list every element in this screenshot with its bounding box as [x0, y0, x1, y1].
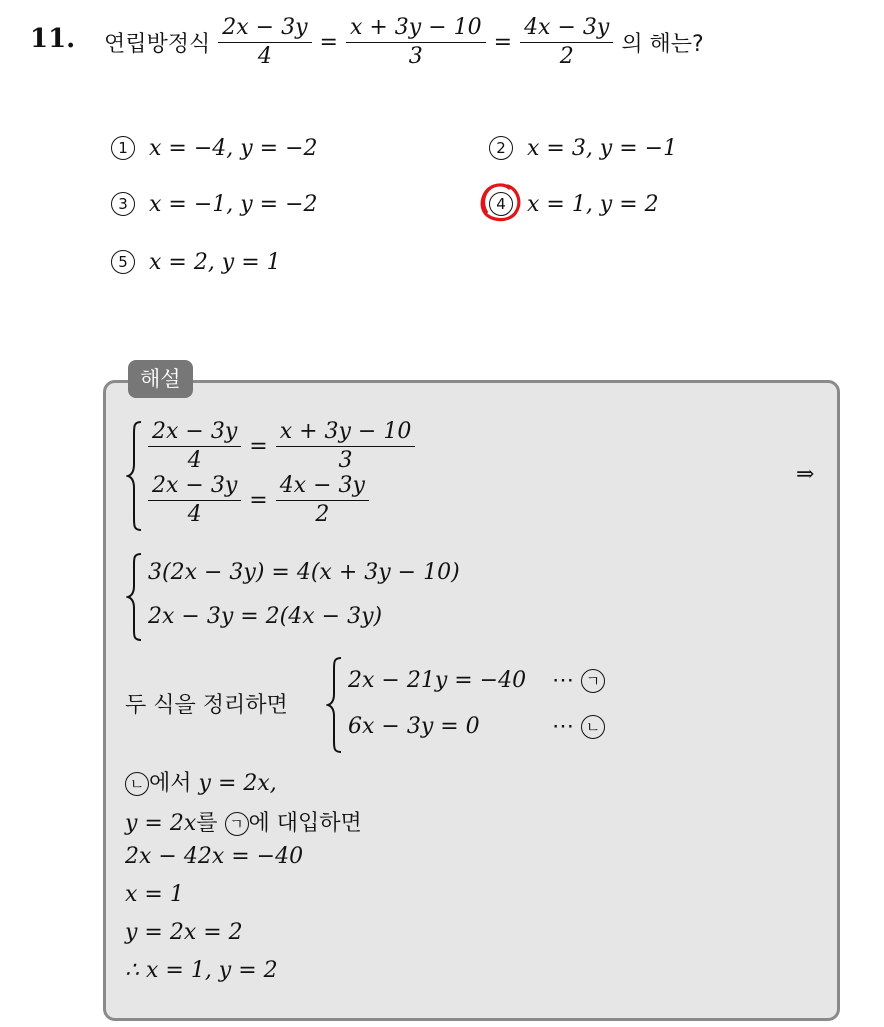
implies-arrow-icon: ⇒	[796, 462, 815, 487]
choice-number: 3	[111, 192, 135, 216]
fraction-3: $\frac{4x - 3y}{2}$	[520, 16, 613, 69]
left-brace-icon	[326, 656, 344, 754]
label-nieun-icon: ㄴ	[125, 772, 149, 796]
step-6: ∴ x = 1, y = 2	[125, 958, 278, 983]
step-1: ㄴ 에서 y = 2x,	[125, 766, 277, 797]
sys3-row1: 2x − 21y = −40	[348, 668, 527, 693]
label-giyeok-icon: ㄱ	[581, 669, 605, 693]
left-brace-icon	[126, 552, 144, 642]
left-brace-icon	[126, 420, 144, 532]
solution-tag: 해설	[128, 360, 193, 398]
step-4: x = 1	[125, 882, 184, 907]
choice-number: 2	[489, 136, 513, 160]
sys3-label: 두 식을 정리하면	[125, 693, 288, 718]
question-prefix: 연립방정식	[104, 32, 211, 58]
step-3: 2x − 42x = −40	[125, 844, 304, 869]
sys2-row2: 2x − 3y = 2(4x − 3y)	[148, 604, 383, 629]
sys1-row2: $\frac{2x - 3y}{4}$ = $\frac{4x - 3y}{2}$	[148, 474, 369, 527]
choice-4[interactable]: 4 x = 1, y = 2	[489, 192, 659, 217]
sys3-row2: 6x − 3y = 0	[348, 714, 480, 739]
choice-2[interactable]: 2 x = 3, y = −1	[489, 136, 677, 161]
fraction-2: $\frac{x + 3y - 10}{3}$	[346, 16, 486, 69]
choice-number: 4	[489, 192, 513, 216]
sys2-row1: 3(2x − 3y) = 4(x + 3y − 10)	[148, 560, 460, 585]
question-suffix: 의 해는?	[621, 32, 704, 58]
choice-number: 1	[111, 136, 135, 160]
sys3-row2-ref: ⋯ ㄴ	[552, 714, 605, 739]
choice-1[interactable]: 1 x = −4, y = −2	[111, 136, 318, 161]
choice-number: 5	[111, 250, 135, 274]
label-nieun-icon: ㄴ	[581, 715, 605, 739]
answer-selection-mark	[478, 180, 522, 224]
sys1-row1: $\frac{2x - 3y}{4}$ = $\frac{x + 3y - 10}{3}$	[148, 420, 415, 473]
fraction-1: $\frac{2x - 3y}{4}$	[218, 16, 311, 69]
question-number: 11.	[30, 24, 76, 54]
choice-3[interactable]: 3 x = −1, y = −2	[111, 192, 318, 217]
choice-5[interactable]: 5 x = 2, y = 1	[111, 250, 281, 275]
question-text: 연립방정식 $\frac{2x - 3y}{4}$ = $\frac{x + 3y - 10}{3}$ = $\frac{4x - 3y}{2}$ 의 해는?	[104, 15, 704, 70]
step-2: y = 2x를 ㄱ 에 대입하면	[125, 811, 362, 836]
step-5: y = 2x = 2	[125, 920, 243, 945]
label-giyeok-icon: ㄱ	[225, 812, 249, 836]
sys3-row1-ref: ⋯ ㄱ	[552, 668, 605, 693]
